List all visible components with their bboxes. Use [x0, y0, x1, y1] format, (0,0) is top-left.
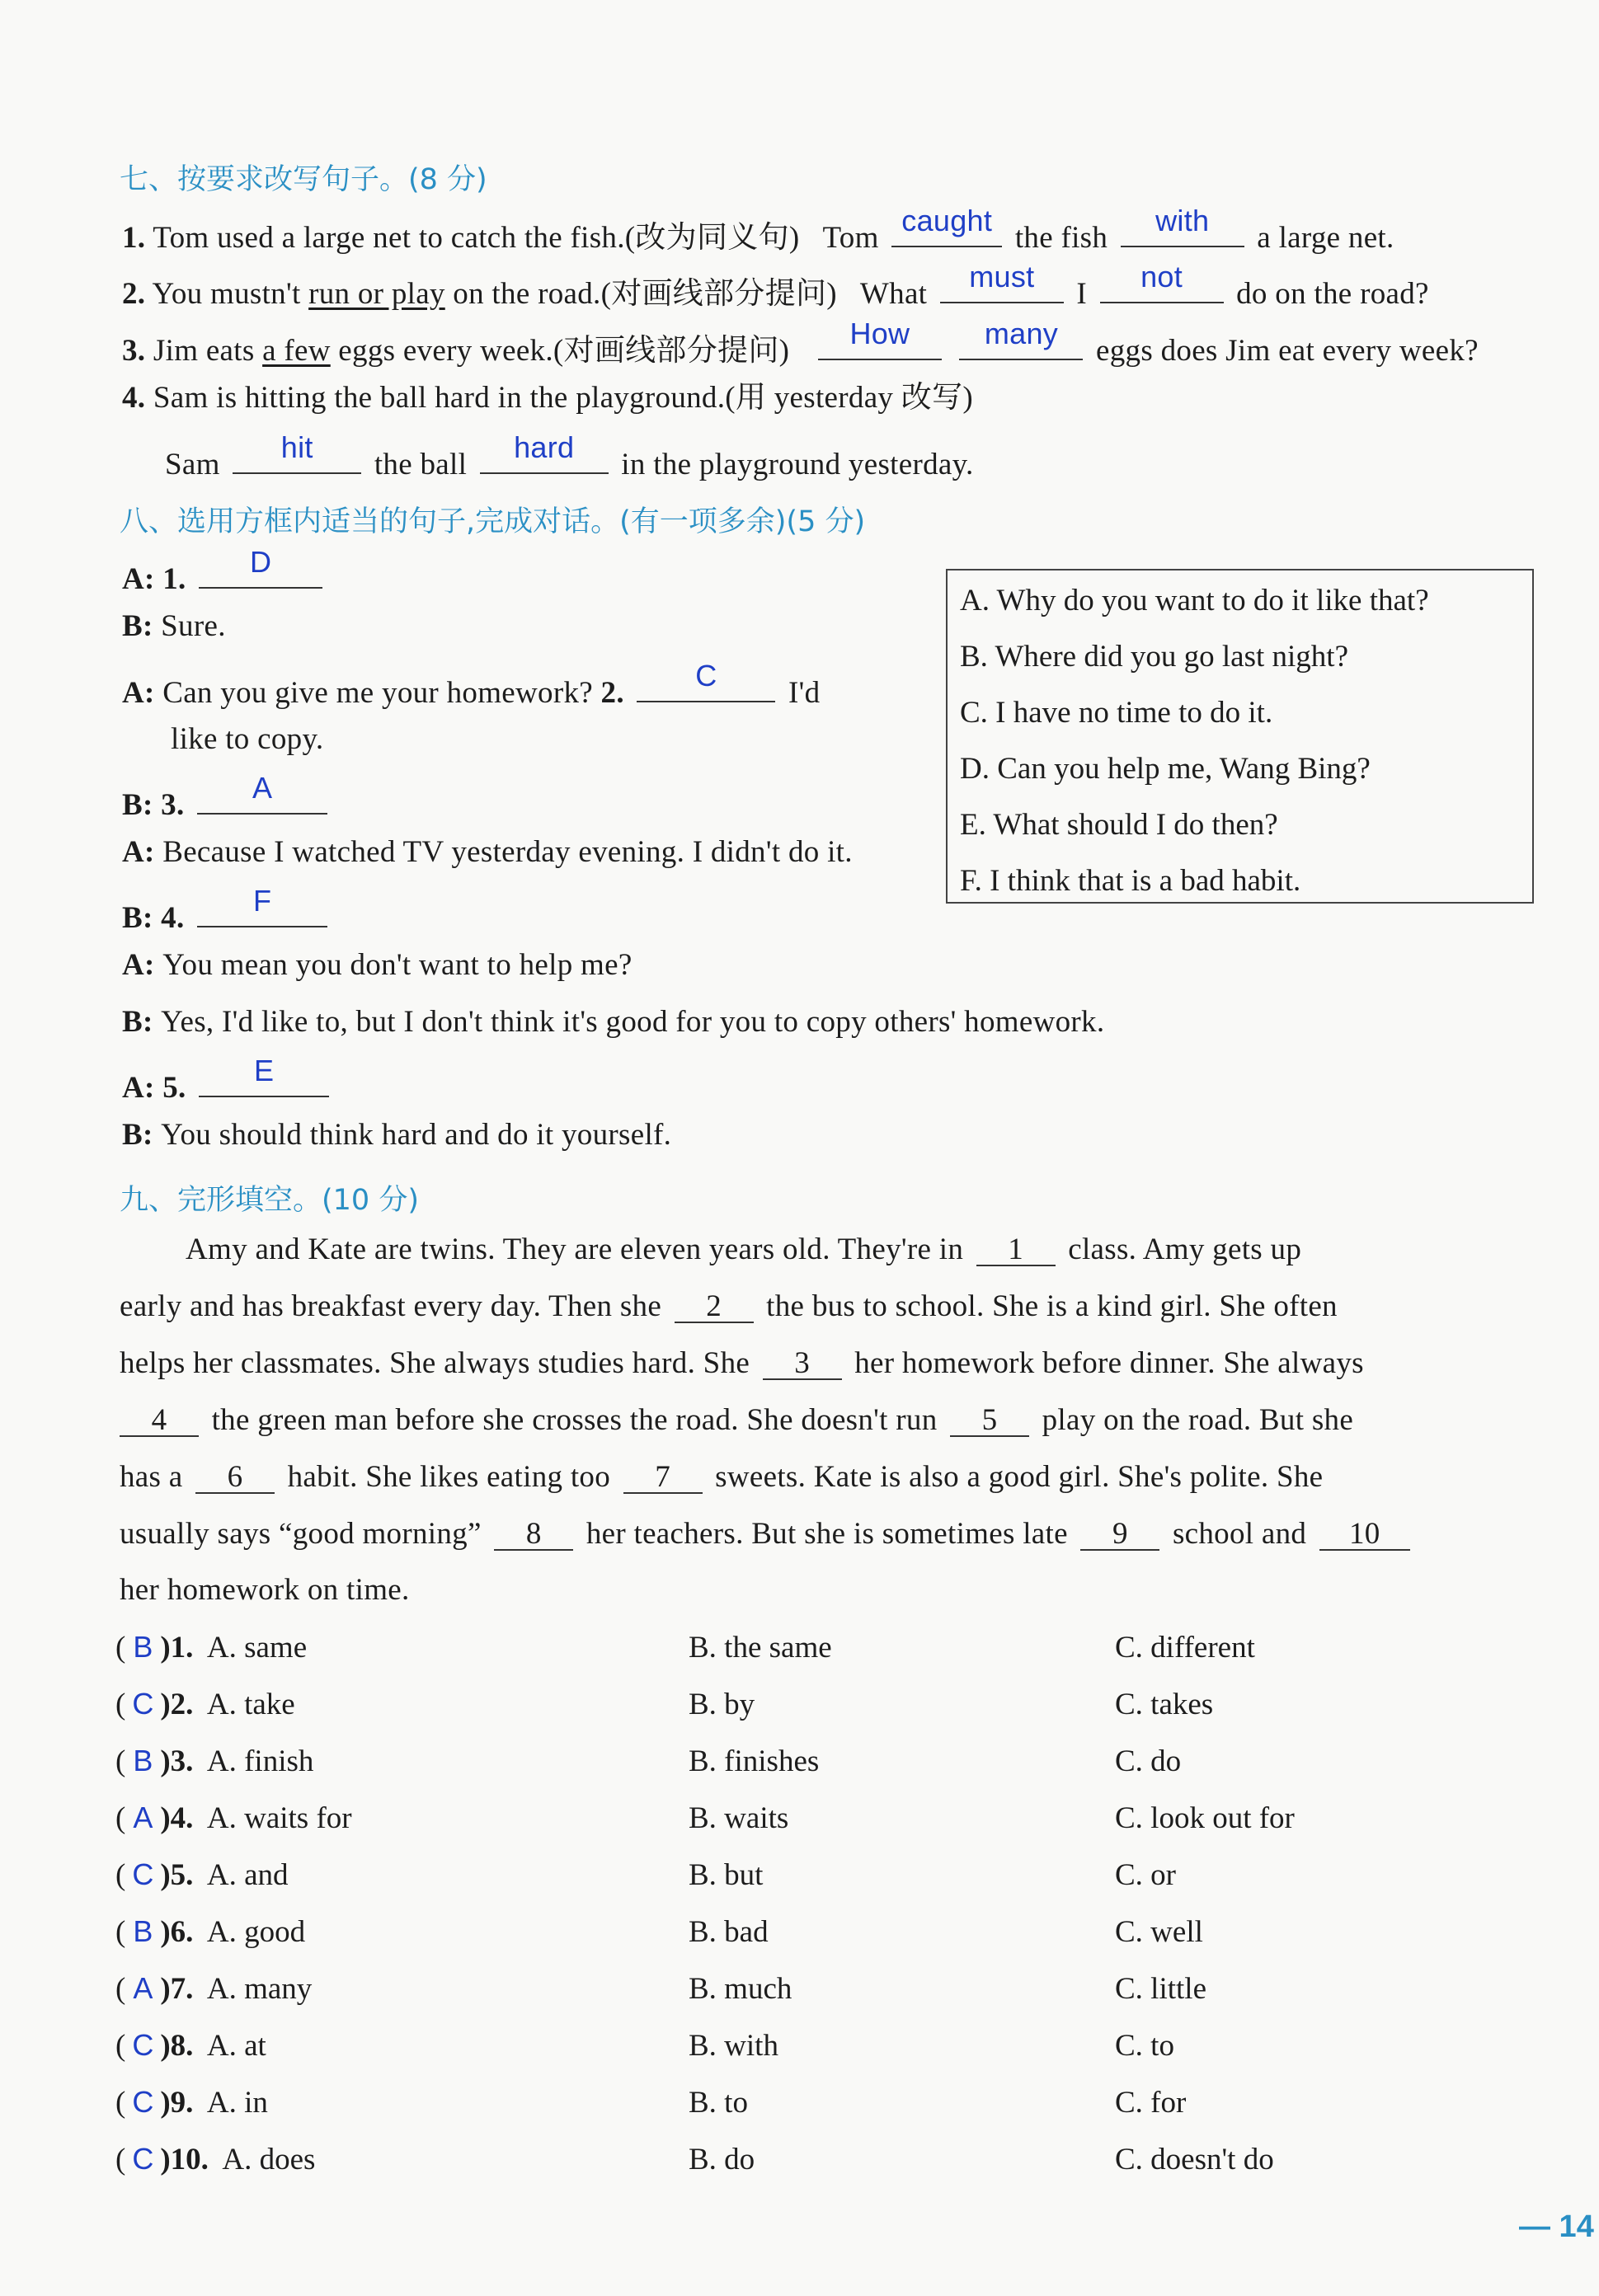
choice-answer[interactable]: A	[133, 1801, 153, 1834]
passage-blank: 6	[195, 1462, 275, 1494]
choice-option-b: B. waits	[689, 1801, 789, 1835]
answer-blank[interactable]: hit	[233, 439, 361, 474]
choice-option-b: B. much	[689, 1972, 792, 2006]
choice-option-b: B. but	[689, 1858, 764, 1892]
choice-option-c: C. doesn't do	[1115, 2143, 1274, 2176]
option-b: B. Where did you go last night?	[960, 640, 1348, 674]
choice-option-c: C. to	[1115, 2029, 1174, 2063]
choice-option-b: B. bad	[689, 1915, 769, 1949]
passage-blank: 10	[1319, 1519, 1410, 1551]
choice-option-b: B. by	[689, 1688, 755, 1721]
choice-answer[interactable]: C	[132, 1687, 154, 1721]
section-7-title: 七、按要求改写句子。(8 分)	[120, 163, 487, 196]
passage-line-7: her homework on time.	[120, 1573, 410, 1607]
choice-option-c: C. different	[1115, 1631, 1255, 1664]
option-c: C. I have no time to do it.	[960, 696, 1273, 730]
answer-blank[interactable]: not	[1100, 269, 1224, 303]
choice-row-3: ( B )3. A. finish	[115, 1744, 314, 1778]
choice-row-2: ( C )2. A. take	[115, 1687, 295, 1721]
choice-row-1: ( B )1. A. same	[115, 1630, 308, 1664]
choice-option-c: C. well	[1115, 1915, 1203, 1949]
dialog-line-b4: B: 4. F	[122, 893, 332, 933]
option-f: F. I think that is a bad habit.	[960, 864, 1301, 898]
s7-question-3: 3. Jim eats a few eggs every week.(对画线部分提问) How many eggs does Jim eat every week?	[122, 317, 1479, 368]
section-9-title: 九、完形填空。(10 分)	[120, 1184, 419, 1217]
section-8-title: 八、选用方框内适当的句子,完成对话。(有一项多余)(5 分)	[120, 505, 866, 538]
choice-option-c: C. do	[1115, 1744, 1182, 1778]
choice-option-c: C. takes	[1115, 1688, 1214, 1721]
page-number: — 14	[1519, 2209, 1594, 2244]
passage-line-3: helps her classmates. She always studies hard. She 3 her homework before dinner. She always	[120, 1346, 1364, 1380]
answer-blank[interactable]: hard	[480, 439, 609, 474]
choice-row-7: ( A )7. A. many	[115, 1971, 313, 2006]
answer-blank[interactable]: many	[959, 326, 1083, 360]
choice-answer[interactable]: C	[132, 2142, 154, 2176]
passage-blank: 4	[120, 1405, 199, 1437]
passage-blank: 5	[950, 1405, 1029, 1437]
dialog-line-a2-cont: like to copy.	[171, 722, 324, 756]
passage-line-2: early and has breakfast every day. Then she 2 the bus to school. She is a kind girl. She often	[120, 1289, 1338, 1323]
choice-answer[interactable]: B	[133, 1630, 153, 1664]
choice-option-c: C. look out for	[1115, 1801, 1295, 1835]
passage-blank: 2	[675, 1291, 754, 1323]
passage-blank: 8	[494, 1519, 573, 1551]
choice-row-5: ( C )5. A. and	[115, 1857, 289, 1892]
s7-question-4: 4. Sam is hitting the ball hard in the playground.(用 yesterday 改写)	[122, 381, 973, 415]
answer-blank[interactable]: E	[199, 1063, 329, 1097]
dialog-line-a4: A: You mean you don't want to help me?	[122, 948, 633, 982]
choice-option-b: B. finishes	[689, 1744, 820, 1778]
choice-option-c: C. for	[1115, 2086, 1187, 2120]
passage-line-5: has a 6 habit. She likes eating too 7 sweets. Kate is also a good girl. She's polite. She	[120, 1460, 1324, 1494]
passage-blank: 3	[763, 1348, 842, 1380]
answer-blank[interactable]: A	[197, 780, 327, 815]
dialog-line-a3: A: Because I watched TV yesterday evening. I didn't do it.	[122, 835, 853, 869]
choice-option-b: B. with	[689, 2029, 778, 2063]
dialog-line-a5: A: 5. E	[122, 1063, 334, 1103]
choice-row-9: ( C )9. A. in	[115, 2085, 268, 2120]
passage-line-4: 4 the green man before she crosses the road. She doesn't run 5 play on the road. But she	[120, 1405, 1353, 1437]
choice-answer[interactable]: A	[133, 1971, 153, 2005]
dialog-line-b3: B: 3. A	[122, 780, 332, 820]
answer-blank[interactable]: must	[940, 269, 1064, 303]
passage-blank: 9	[1080, 1519, 1159, 1551]
passage-line-6: usually says “good morning” 8 her teachers. But she is sometimes late 9 school and 10	[120, 1519, 1415, 1551]
answer-blank[interactable]: F	[197, 893, 327, 927]
answer-blank[interactable]: caught	[891, 213, 1002, 247]
option-d: D. Can you help me, Wang Bing?	[960, 752, 1371, 786]
dialog-line-a2: A: Can you give me your homework? 2. C I'd	[122, 659, 821, 710]
choice-option-c: C. or	[1115, 1858, 1176, 1892]
passage-blank: 7	[623, 1462, 703, 1494]
choice-row-4: ( A )4. A. waits for	[115, 1801, 352, 1835]
dialog-line-a1: A: 1. D	[122, 554, 327, 594]
passage-blank: 1	[976, 1234, 1056, 1266]
s7-question-4-answer: Sam hit the ball hard in the playground yesterday.	[165, 430, 974, 481]
answer-blank[interactable]: D	[199, 554, 322, 589]
passage-line-1: Amy and Kate are twins. They are eleven years old. They're in 1 class. Amy gets up	[186, 1233, 1302, 1266]
choice-answer[interactable]: C	[132, 2028, 154, 2062]
choice-option-b: B. do	[689, 2143, 755, 2176]
answer-blank[interactable]: with	[1121, 213, 1244, 247]
options-box	[946, 569, 1534, 904]
choice-row-10: ( C )10. A. does	[115, 2142, 316, 2176]
choice-row-8: ( C )8. A. at	[115, 2028, 266, 2063]
choice-answer[interactable]: B	[133, 1744, 153, 1777]
choice-option-b: B. the same	[689, 1631, 832, 1664]
choice-row-6: ( B )6. A. good	[115, 1914, 306, 1949]
answer-blank[interactable]: How	[818, 326, 942, 360]
s7-question-1: 1. Tom used a large net to catch the fish.(改为同义句) Tom caught the fish with a large net.	[122, 204, 1394, 255]
choice-option-c: C. little	[1115, 1972, 1206, 2006]
dialog-line-b6: B: You should think hard and do it yourself.	[122, 1118, 672, 1152]
dialog-line-b1: B: Sure.	[122, 609, 226, 643]
choice-answer[interactable]: C	[132, 1857, 154, 1891]
option-a: A. Why do you want to do it like that?	[960, 584, 1429, 617]
choice-option-b: B. to	[689, 2086, 748, 2120]
choice-answer[interactable]: C	[132, 2085, 154, 2119]
choice-answer[interactable]: B	[133, 1914, 153, 1948]
dialog-line-b5: B: Yes, I'd like to, but I don't think it's good for you to copy others' homework.	[122, 1005, 1105, 1039]
option-e: E. What should I do then?	[960, 808, 1278, 842]
answer-blank[interactable]: C	[637, 668, 775, 702]
s7-question-2: 2. You mustn't run or play on the road.(对画线部分提问) What must I not do on the road?	[122, 260, 1429, 311]
